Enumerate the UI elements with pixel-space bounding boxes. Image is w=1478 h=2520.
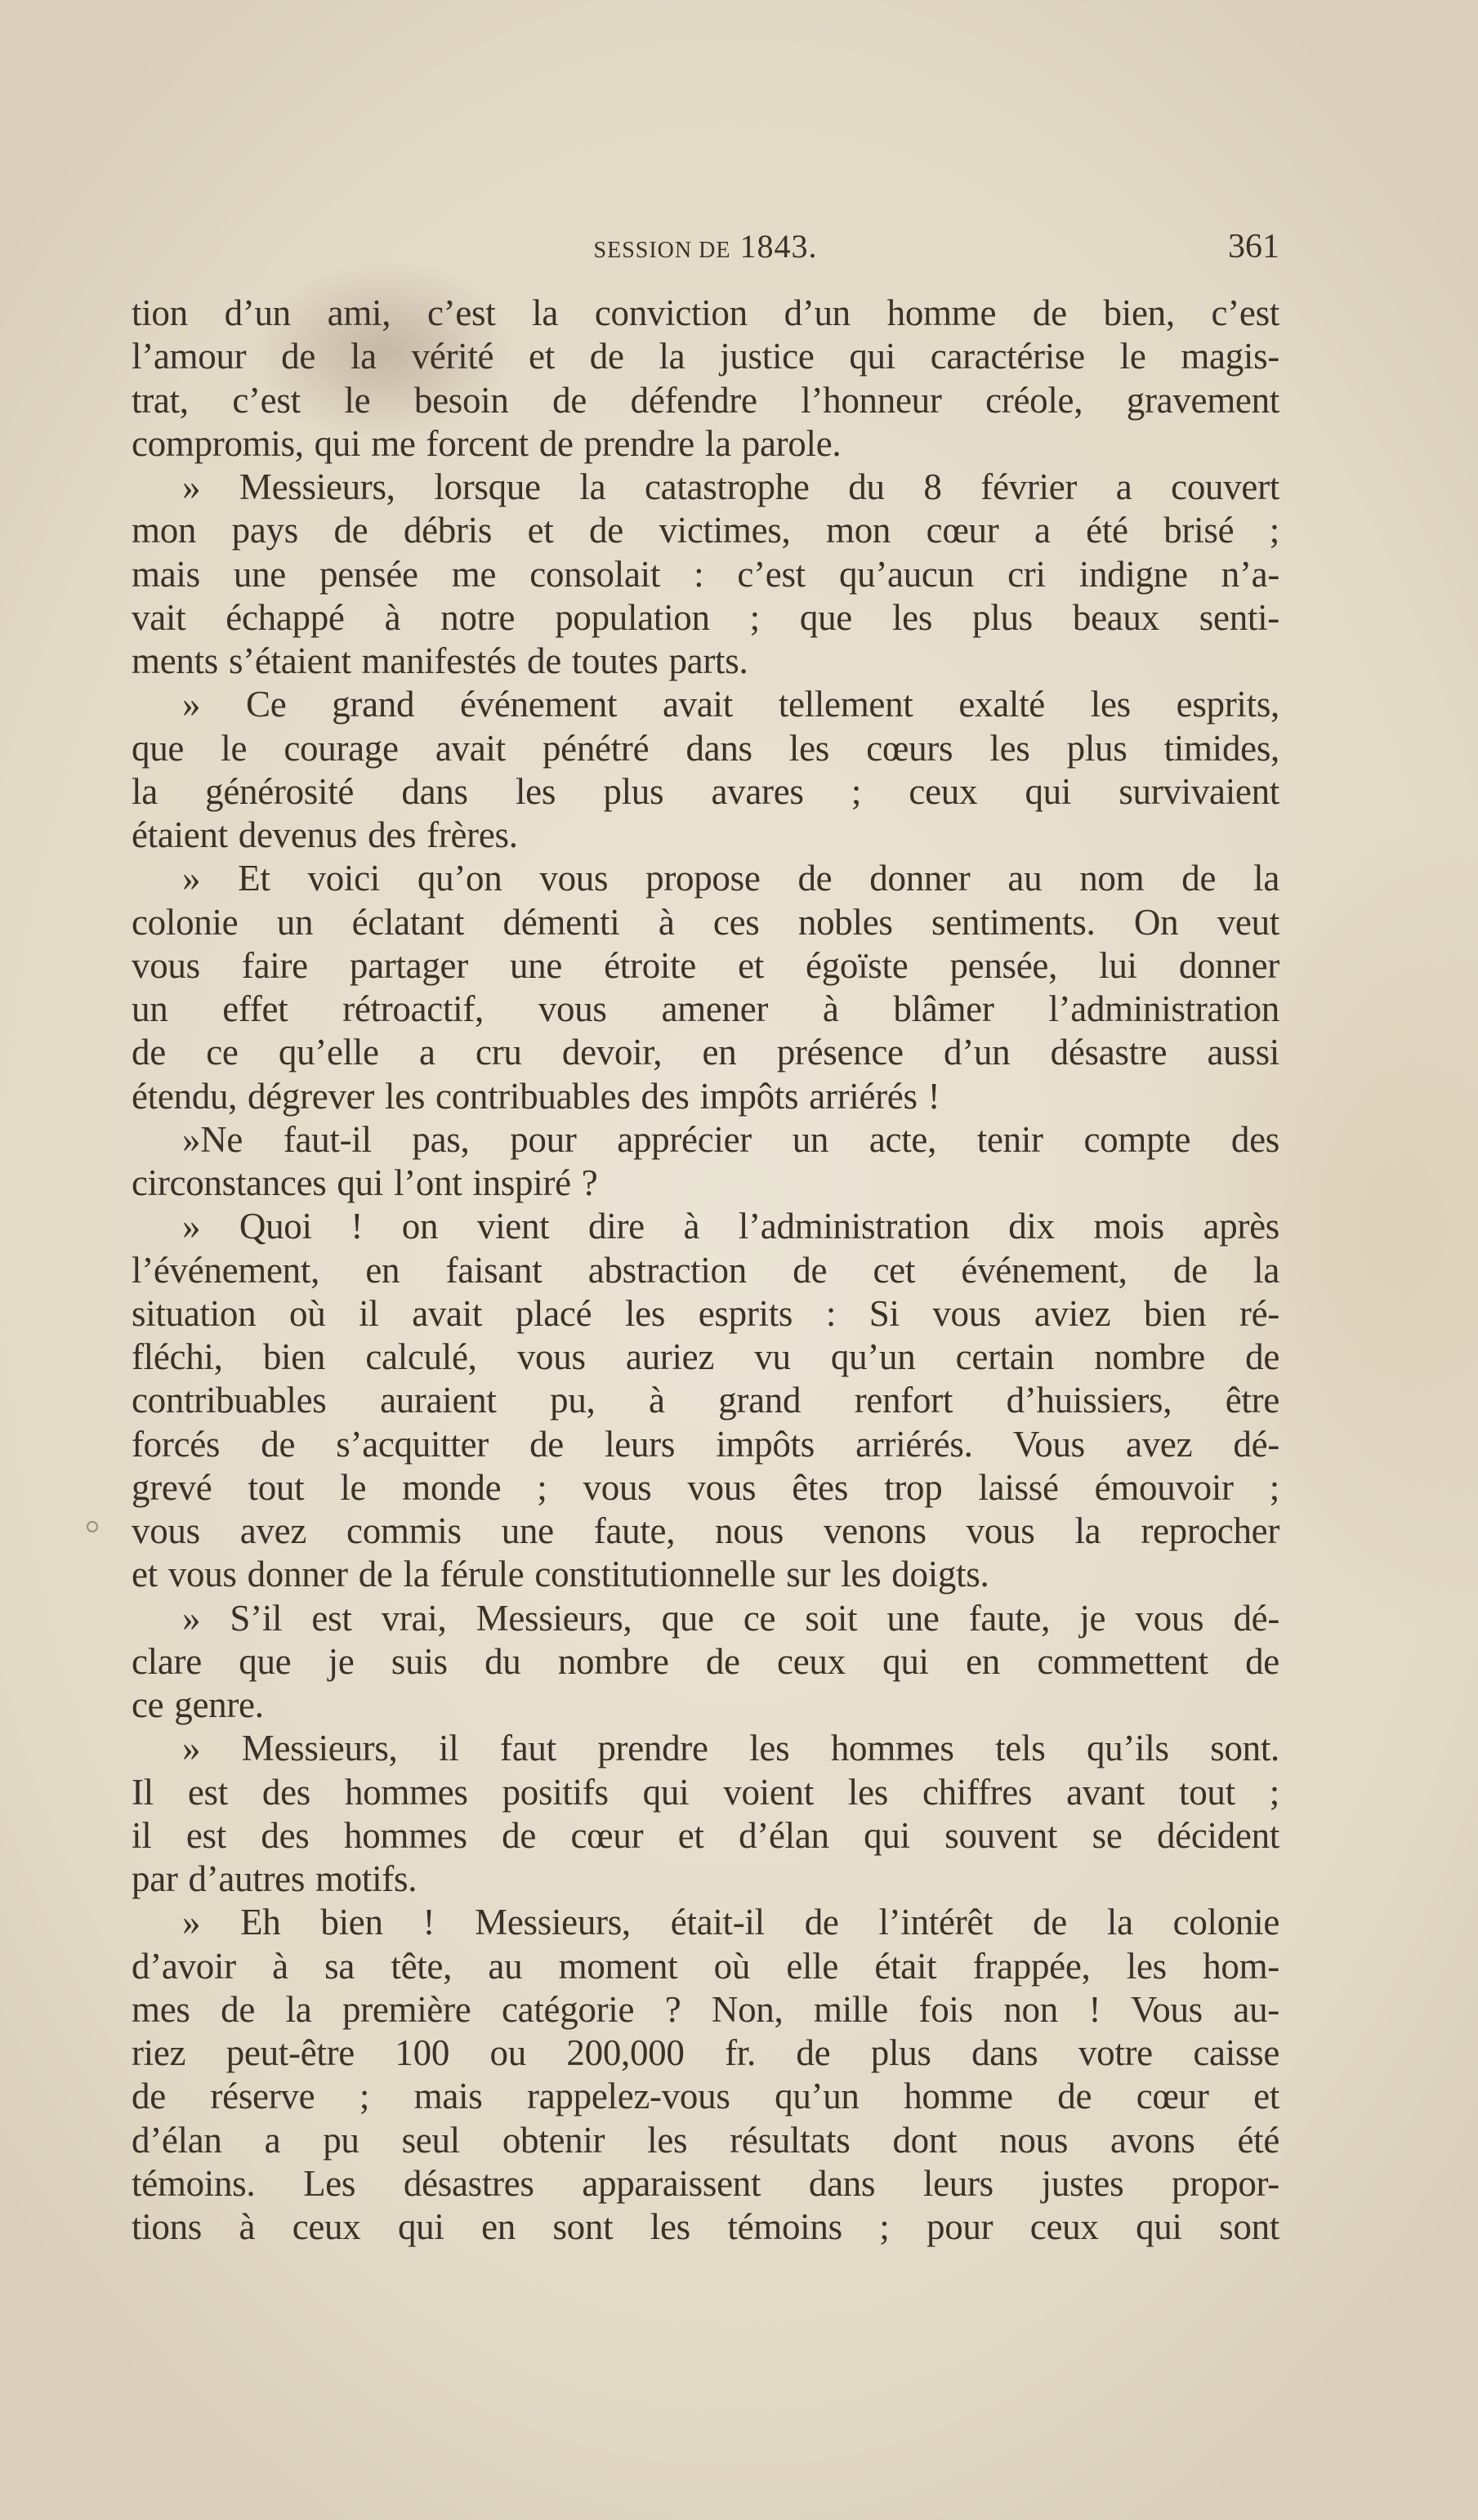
text-line: »Ne faut-il pas, pour apprécier un acte, tenir compte des [182,1118,1279,1160]
page-number: 361 [1228,228,1279,265]
text-line: » Quoi ! on vient dire à l’administration dix mois après [182,1206,1279,1247]
paragraph [132,292,1279,466]
text-line: étendu, dégrever les contribuables des impôts arriérés ! [132,1075,940,1117]
text-line: ce genre. [132,1684,264,1725]
text-line: Il est des hommes positifs qui voient les chiffres avant tout ; [132,1771,1279,1813]
text-line: vous avez commis une faute, nous venons vous la reprocher [132,1510,1279,1551]
paragraph [132,1118,1279,1206]
paragraph [132,683,1279,857]
text-line: contribuables auraient pu, à grand renfort d’huissiers, être [132,1380,1279,1421]
text-line: mes de la première catégorie ? Non, mille fois non ! Vous au- [132,1988,1279,2030]
text-line: que le courage avait pénétré dans les cœurs les plus timides, [132,727,1279,769]
text-line: tion d’un ami, c’est la conviction d’un homme de bien, c’est [132,292,1279,333]
text-line: un effet rétroactif, vous amener à blâmer l’administration [132,988,1279,1029]
text-line: » S’il est vrai, Messieurs, que ce soit une faute, je vous dé- [182,1597,1279,1639]
paragraph [132,857,1279,1118]
text-line: » Messieurs, il faut prendre les hommes tels qu’ils sont. [182,1728,1279,1769]
text-line: l’événement, en faisant abstraction de cet événement, de la [132,1249,1279,1291]
text-line: clare que je suis du nombre de ceux qui en commettent de [132,1640,1279,1682]
body-text [132,292,1279,2249]
text-line: témoins. Les désastres apparaissent dans leurs justes propor- [132,2162,1279,2204]
text-line: par d’autres motifs. [132,1858,418,1899]
text-line: de ce qu’elle a cru devoir, en présence d’un désastre aussi [132,1032,1279,1073]
paragraph [132,466,1279,683]
paragraph [132,1205,1279,1596]
text-line: » Et voici qu’on vous propose de donner au nom de la [182,858,1279,899]
text-line: compromis, qui me forcent de prendre la parole. [132,422,842,464]
text-line: » Eh bien ! Messieurs, était-il de l’intérêt de la colonie [182,1902,1279,1943]
text-line: d’élan a pu seul obtenir les résultats dont nous avons été [132,2119,1279,2161]
text-line: la générosité dans les plus avares ; ceux qui survivaient [132,770,1279,812]
ink-spot-mark [87,1521,98,1532]
running-header [132,227,1279,268]
paragraph [132,1901,1279,2249]
running-title [132,227,1279,265]
text-line: l’amour de la vérité et de la justice qui caractérise le magis- [132,336,1279,377]
text-line: mon pays de débris et de victimes, mon cœur a été brisé ; [132,510,1279,551]
text-line: situation où il avait placé les esprits : Si vous aviez bien ré- [132,1292,1279,1334]
text-line: riez peut-être 100 ou 200,000 fr. de plus dans votre caisse [132,2032,1279,2073]
running-title-year: 1843. [739,228,818,265]
text-line: tions à ceux qui en sont les témoins ; pour ceux qui sont [132,2206,1279,2247]
text-line: grevé tout le monde ; vous vous êtes trop laissé émouvoir ; [132,1466,1279,1508]
text-line: d’avoir à sa tête, au moment où elle était frappée, les hom- [132,1945,1279,1987]
text-line: forcés de s’acquitter de leurs impôts arriérés. Vous avez dé- [132,1423,1279,1465]
text-line: étaient devenus des frères. [132,814,518,855]
text-line: circonstances qui l’ont inspiré ? [132,1162,598,1203]
text-line: vait échappé à notre population ; que les plus beaux senti- [132,596,1279,638]
text-line: » Messieurs, lorsque la catastrophe du 8 février a couvert [182,466,1279,507]
text-line: de réserve ; mais rappelez-vous qu’un homme de cœur et [132,2076,1279,2117]
text-line: et vous donner de la férule constitutionnelle sur les doigts. [132,1554,989,1595]
text-line: » Ce grand événement avait tellement exalté les esprits, [182,684,1279,725]
text-line: mais une pensée me consolait : c’est qu’aucun cri indigne n’a- [132,553,1279,595]
text-line: vous faire partager une étroite et égoïste pensée, lui donner [132,944,1279,986]
text-line: fléchi, bien calculé, vous auriez vu qu’un certain nombre de [132,1336,1279,1377]
paragraph [132,1727,1279,1901]
text-line: colonie un éclatant démenti à ces nobles sentiments. On veut [132,901,1279,943]
running-title-text: SESSION DE [593,238,731,263]
text-line: ments s’étaient manifestés de toutes parts. [132,640,748,681]
text-line: il est des hommes de cœur et d’élan qui souvent se décident [132,1814,1279,1856]
paragraph [132,1597,1279,1728]
text-line: trat, c’est le besoin de défendre l’honneur créole, gravement [132,379,1279,421]
